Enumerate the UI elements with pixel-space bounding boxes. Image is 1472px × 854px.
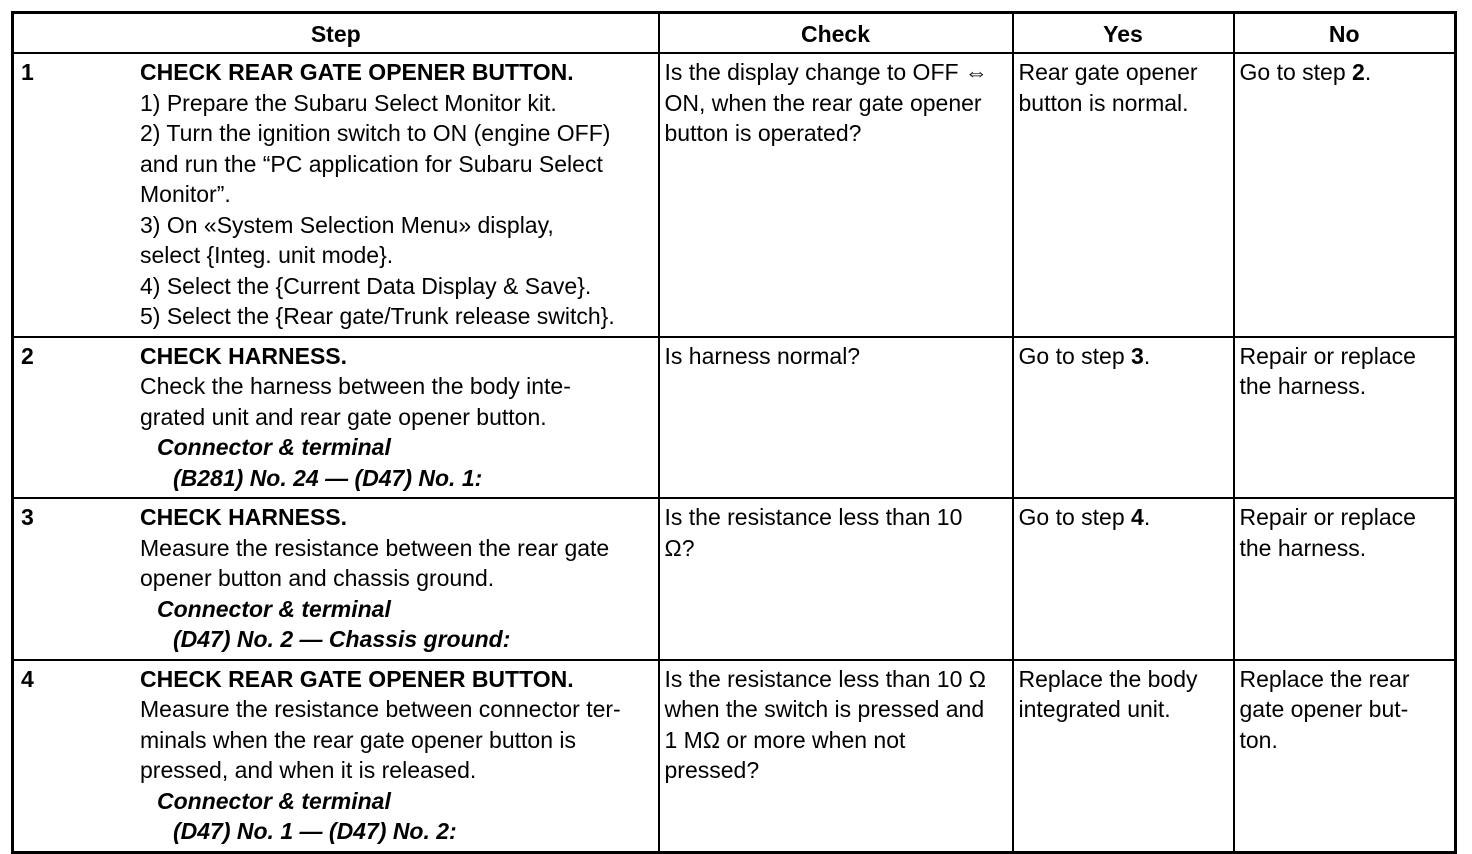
step-text-line: 3) On «System Selection Menu» display,	[140, 211, 554, 238]
no-cell	[1234, 498, 1456, 660]
connector-value: (B281) No. 24 — (D47) No. 1:	[173, 464, 483, 491]
check-cell	[659, 337, 1013, 499]
step-text-line: grated unit and rear gate opener button.	[140, 403, 547, 430]
check-text-line: Is the resistance less than 10	[664, 504, 963, 530]
yes-text-line: integrated unit.	[1018, 696, 1171, 722]
step-reference: 3	[1131, 342, 1144, 369]
yes-text-line: Replace the body	[1018, 665, 1198, 692]
check-text-line: button is operated?	[664, 120, 862, 146]
step-number: 4	[21, 665, 34, 692]
yes-text-line	[1019, 341, 1228, 372]
step-reference: 2	[1352, 59, 1365, 85]
no-cell	[1234, 53, 1456, 337]
step-title: CHECK REAR GATE OPENER BUTTON.	[140, 665, 574, 692]
check-text-line: Ω?	[664, 534, 695, 561]
check-cell	[659, 660, 1013, 853]
step-cell	[13, 660, 659, 853]
step-text-line: pressed, and when it is released.	[140, 757, 477, 783]
check-text-line: pressed?	[664, 757, 760, 783]
step-reference: 4	[1131, 504, 1144, 530]
step-number: 3	[21, 504, 34, 530]
check-text-line: ON, when the rear gate opener	[664, 89, 982, 116]
connector-label: Connector & terminal	[157, 595, 391, 622]
step-text-line: minals when the rear gate opener button is	[140, 726, 576, 753]
no-text-line: Repair or replace	[1239, 342, 1416, 369]
step-text-line: 1) Prepare the Subaru Select Monitor kit.	[140, 89, 557, 116]
no-text-line: ton.	[1239, 726, 1278, 753]
no-text-line: gate opener but-	[1239, 696, 1409, 722]
step-number: 2	[21, 342, 34, 369]
connector-label: Connector & terminal	[157, 787, 391, 814]
step-text-line: opener button and chassis ground.	[140, 565, 495, 591]
yes-text-line: Rear gate opener	[1018, 59, 1198, 85]
goto-suffix: .	[1364, 59, 1372, 85]
no-text-line	[1240, 57, 1450, 88]
table-row	[13, 53, 1456, 337]
step-text-line: 5) Select the {Rear gate/Trunk release switch}.	[140, 303, 615, 329]
yes-text-line	[1019, 502, 1228, 533]
no-text-line: the harness.	[1239, 373, 1367, 399]
yes-cell	[1013, 53, 1234, 337]
step-text-line: Monitor”.	[140, 181, 231, 207]
connector-value: (D47) No. 1 — (D47) No. 2:	[173, 818, 457, 844]
no-cell	[1234, 337, 1456, 499]
check-text-line: Is the display change to OFF ⇔	[664, 59, 988, 85]
goto-prefix: Go to step	[1018, 342, 1132, 369]
check-cell	[659, 498, 1013, 660]
connector-value: (D47) No. 2 — Chassis ground:	[173, 626, 511, 652]
diagnostic-table	[11, 11, 1457, 854]
yes-text-line: button is normal.	[1018, 89, 1189, 116]
header-check: Check	[659, 13, 1013, 54]
check-cell	[659, 53, 1013, 337]
step-title: CHECK HARNESS.	[140, 342, 348, 369]
step-text-line: select {Integ. unit mode}.	[140, 242, 394, 268]
goto-prefix: Go to step	[1018, 504, 1132, 530]
step-text-line: 4) Select the {Current Data Display & Save}.	[140, 272, 592, 299]
no-text-line: the harness.	[1239, 534, 1367, 561]
check-text-line: 1 MΩ or more when not	[664, 726, 906, 753]
table-row	[13, 498, 1456, 660]
connector-label: Connector & terminal	[157, 434, 391, 460]
step-cell	[13, 337, 659, 499]
no-text-line: Replace the rear	[1239, 665, 1410, 692]
step-text-line: Measure the resistance between connector ter-	[140, 696, 621, 722]
yes-cell	[1013, 660, 1234, 853]
step-title: CHECK HARNESS.	[140, 504, 348, 530]
step-number: 1	[21, 59, 34, 85]
table-row	[13, 660, 1456, 853]
header-step: Step	[13, 13, 659, 54]
header-row	[13, 13, 1456, 54]
check-text-line: when the switch is pressed and	[664, 696, 985, 722]
step-text-line: Measure the resistance between the rear gate	[140, 534, 610, 561]
step-cell	[13, 498, 659, 660]
goto-suffix: .	[1143, 342, 1151, 369]
step-text-line: Check the harness between the body inte-	[140, 373, 571, 399]
check-text-line: Is harness normal?	[664, 342, 861, 369]
table-row	[13, 337, 1456, 499]
yes-cell	[1013, 337, 1234, 499]
no-text-line: Repair or replace	[1239, 504, 1416, 530]
yes-cell	[1013, 498, 1234, 660]
step-title: CHECK REAR GATE OPENER BUTTON.	[140, 59, 574, 85]
step-text-line: 2) Turn the ignition switch to ON (engine OFF)	[140, 120, 611, 146]
header-yes: Yes	[1013, 13, 1234, 54]
goto-prefix: Go to step	[1239, 59, 1353, 85]
no-cell	[1234, 660, 1456, 853]
header-no: No	[1234, 13, 1456, 54]
goto-suffix: .	[1143, 504, 1151, 530]
step-cell	[13, 53, 659, 337]
check-text-line: Is the resistance less than 10 Ω	[664, 665, 986, 692]
step-text-line: and run the “PC application for Subaru Select	[140, 150, 603, 177]
